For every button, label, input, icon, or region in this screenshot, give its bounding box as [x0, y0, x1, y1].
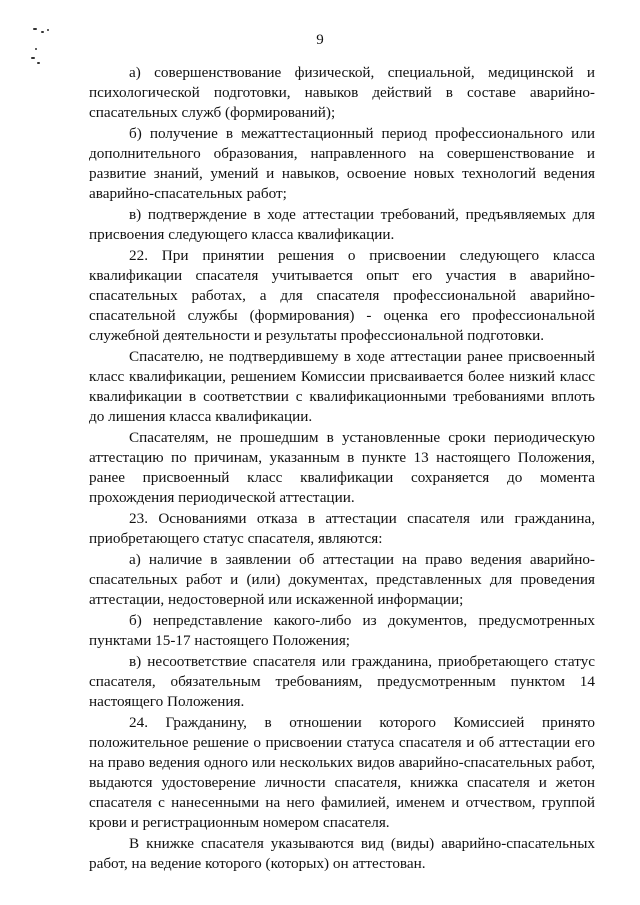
paragraph: в) подтверждение в ходе аттестации требований, предъявляемых для присвоения следующего класса квалификации.	[89, 206, 595, 244]
paragraph: а) совершенствование физической, специальной, медицинской и психологической подготовки, навыков действий в составе аварийно-спасательных служб (формирований);	[89, 64, 595, 122]
paragraph: 23. Основаниями отказа в аттестации спасателя или гражданина, приобретающего статус спасателя, являются:	[89, 510, 595, 548]
paragraph: в) несоответствие спасателя или гражданина, приобретающего статус спасателя, обязательным требованиям, предусмотренным пунктом 14 настоящего Положения.	[89, 652, 595, 711]
paragraph: Спасателю, не подтвердившему в ходе аттестации ранее присвоенный класс квалификации, решением Комиссии присваивается более низкий класс квалификации в соответствии с квалификационными требованиями вплоть до лишения класса квалификации.	[89, 348, 595, 426]
paragraph: а) наличие в заявлении об аттестации на право ведения аварийно-спасательных работ и (или) документах, представленных для проведения аттестации, недостоверной или искаженной информации;	[89, 551, 595, 609]
paragraph: б) непредставление какого-либо из документов, предусмотренных пунктами 15-17 настоящего Положения;	[89, 612, 595, 650]
scan-artifact	[37, 62, 40, 64]
document-body	[89, 63, 595, 875]
scan-artifact	[31, 57, 35, 59]
paragraph: 22. При принятии решения о присвоении следующего класса квалификации спасателя учитывается опыт его участия в аварийно-спасательных работах, а для спасателя профессиональной аварийно-спасательной службы (формирования) - оценка его профессиональной служебной деятельности и результаты профессиональной подготовки.	[89, 246, 595, 345]
paragraph: 24. Гражданину, в отношении которого Комиссией принято положительное решение о присвоении статуса спасателя и об аттестации его на право ведения одного или нескольких видов аварийно-спасательных работ, выдаются удостоверение личности спасателя, книжка спасателя и жетон спасателя с нанесенными на него фамилией, именем и отчеством, группой крови и регистрационным номером спасателя.	[89, 713, 595, 832]
page-number: 9	[316, 32, 324, 48]
paragraph: б) получение в межаттестационный период профессионального или дополнительного образования, направленного на совершенствование и развитие знаний, умений и навыков, освоение новых технологий ведения аварийно-спасательных работ;	[89, 124, 595, 203]
paragraph: Спасателям, не прошедшим в установленные сроки периодическую аттестацию по причинам, указанным в пункте 13 настоящего Положения, ранее присвоенный класс квалификации сохраняется до момента прохождения периодической аттестации.	[89, 429, 595, 507]
paragraph: В книжке спасателя указываются вид (виды) аварийно-спасательных работ, на ведение которого (которых) он аттестован.	[89, 835, 595, 873]
scan-artifact	[33, 28, 37, 30]
